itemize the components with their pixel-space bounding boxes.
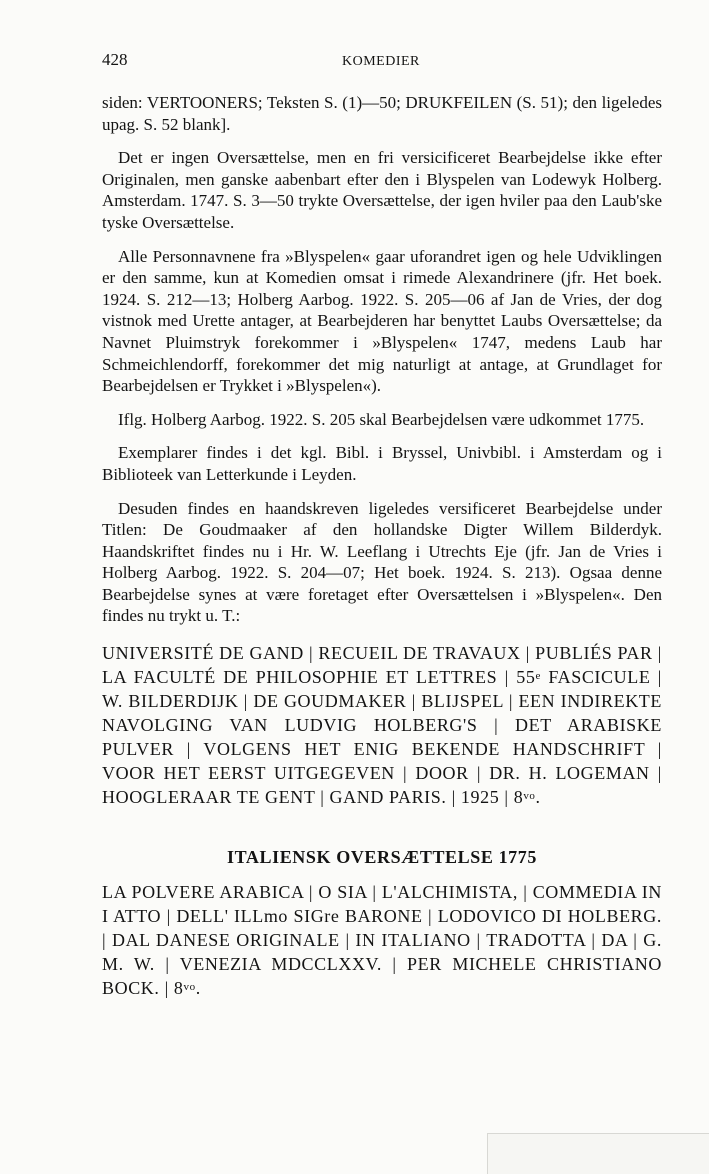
paragraph-continuation: siden: VERTOONERS; Teksten S. (1)—50; DRUKFEILEN (S. 51); den ligeledes upag. S. 52 blank]. bbox=[102, 93, 662, 134]
title-block-dutch-sup-b: vo bbox=[523, 790, 536, 803]
title-block-dutch bbox=[102, 641, 662, 809]
paragraph-manuscript: Desuden findes en haandskreven ligeledes versificeret Bearbejdelse under Titlen: De Goudmaaker af den hollandske Digter Willem Bilderdyk. Haandskriftet findes nu i Hr. W. Leeflang i Utrechts Eje (jfr. Jan de Vries i Holberg Aarbog. 1922. S. 204—07; Het boek. 1924. S. 213). Ogsaa denne Bearbejdelse synes at være foretaget efter Oversættelsen i »Blyspelen«. Den findes nu trykt u. T.: bbox=[102, 498, 662, 626]
title-block-italian-text-c: . bbox=[195, 978, 201, 999]
paragraph-translation-note: Det er ingen Oversættelse, men en fri versicificeret Bearbejdelse ikke efter Originalen, men ganske aabenbart efter den i Blyspelen van Lodewyk Holberg. Amsterdam. 1747. S. 3—50 trykte Oversættelse, der igen hviler paa den Laub'ske tyske Oversættelse. bbox=[102, 148, 662, 232]
paragraph-copies: Exemplarer findes i det kgl. Bibl. i Bryssel, Univbibl. i Amsterdam og i Biblioteek van Letterkunde i Leyden. bbox=[102, 443, 662, 484]
paragraph-personnames: Alle Personnavnene fra »Blyspelen« gaar uforandret igen og hele Udviklingen er den samme, kun at Komedien omsat i rimede Alexandrinere (jfr. Het boek. 1924. S. 212—13; Holberg Aarbog. 1922. S. 205—06 af Jan de Vries, der dog vistnok med Urette antager, at Bearbejderen har benyttet Laubs Oversættelse; da Navnet Pluimstryk forekommer i »Blyspelen« 1747, medens Laub har Schmeichlendorff, forekommer det mig naturligt at antage, at Grundlaget for Bearbejdelsen er Trykket i »Blyspelen«). bbox=[102, 246, 662, 396]
title-block-dutch-sup-a: e bbox=[535, 670, 541, 683]
page-number: 428 bbox=[102, 50, 128, 69]
title-block-italian bbox=[102, 880, 662, 1000]
paragraph-publication-date: Iflg. Holberg Aarbog. 1922. S. 205 skal Bearbejdelsen være udkommet 1775. bbox=[118, 409, 645, 429]
running-title: KOMEDIER bbox=[342, 54, 420, 69]
scan-corner-mark bbox=[487, 1133, 709, 1174]
section-heading: ITALIENSK OVERSÆTTELSE 1775 bbox=[227, 847, 537, 868]
title-block-dutch-text-c: . bbox=[535, 787, 541, 808]
page-header bbox=[102, 50, 662, 76]
title-block-dutch-text-a: UNIVERSITÉ DE GAND | RECUEIL DE TRAVAUX | PUBLIÉS PAR | LA FACULTÉ DE PHILOSOPHIE ET LETTRES | 55 bbox=[102, 643, 662, 688]
title-block-dutch-text-b: FASCICULE | W. BILDERDIJK | DE GOUDMAKER | BLIJSPEL | EEN INDIREKTE NAVOLGING VAN LUDVIG HOLBERG'S | DET ARABISKE PULVER | VOLGENS HET ENIG BEKENDE HANDSCHRIFT | VOOR HET EERST UITGEGEVEN | DOOR | DR. H. LOGEMAN | HOOGLERAAR TE GENT | GAND PARIS. | 1925 | 8 bbox=[102, 667, 663, 808]
title-block-italian-sup-b: vo bbox=[183, 981, 196, 994]
title-block-italian-text-a: LA POLVERE ARABICA | O SIA | L'ALCHIMISTA, | COMMEDIA IN I ATTO | DELL' ILLmo SIGre BARONE | LODOVICO DI HOLBERG. | DAL DANESE ORIGINALE | IN ITALIANO | TRADOTTA | DA | G. M. W. | VENEZIA MDCCLXXV. | PER MICHELE CHRISTIANO BOCK. | 8 bbox=[102, 882, 662, 999]
body-text bbox=[102, 92, 662, 1000]
